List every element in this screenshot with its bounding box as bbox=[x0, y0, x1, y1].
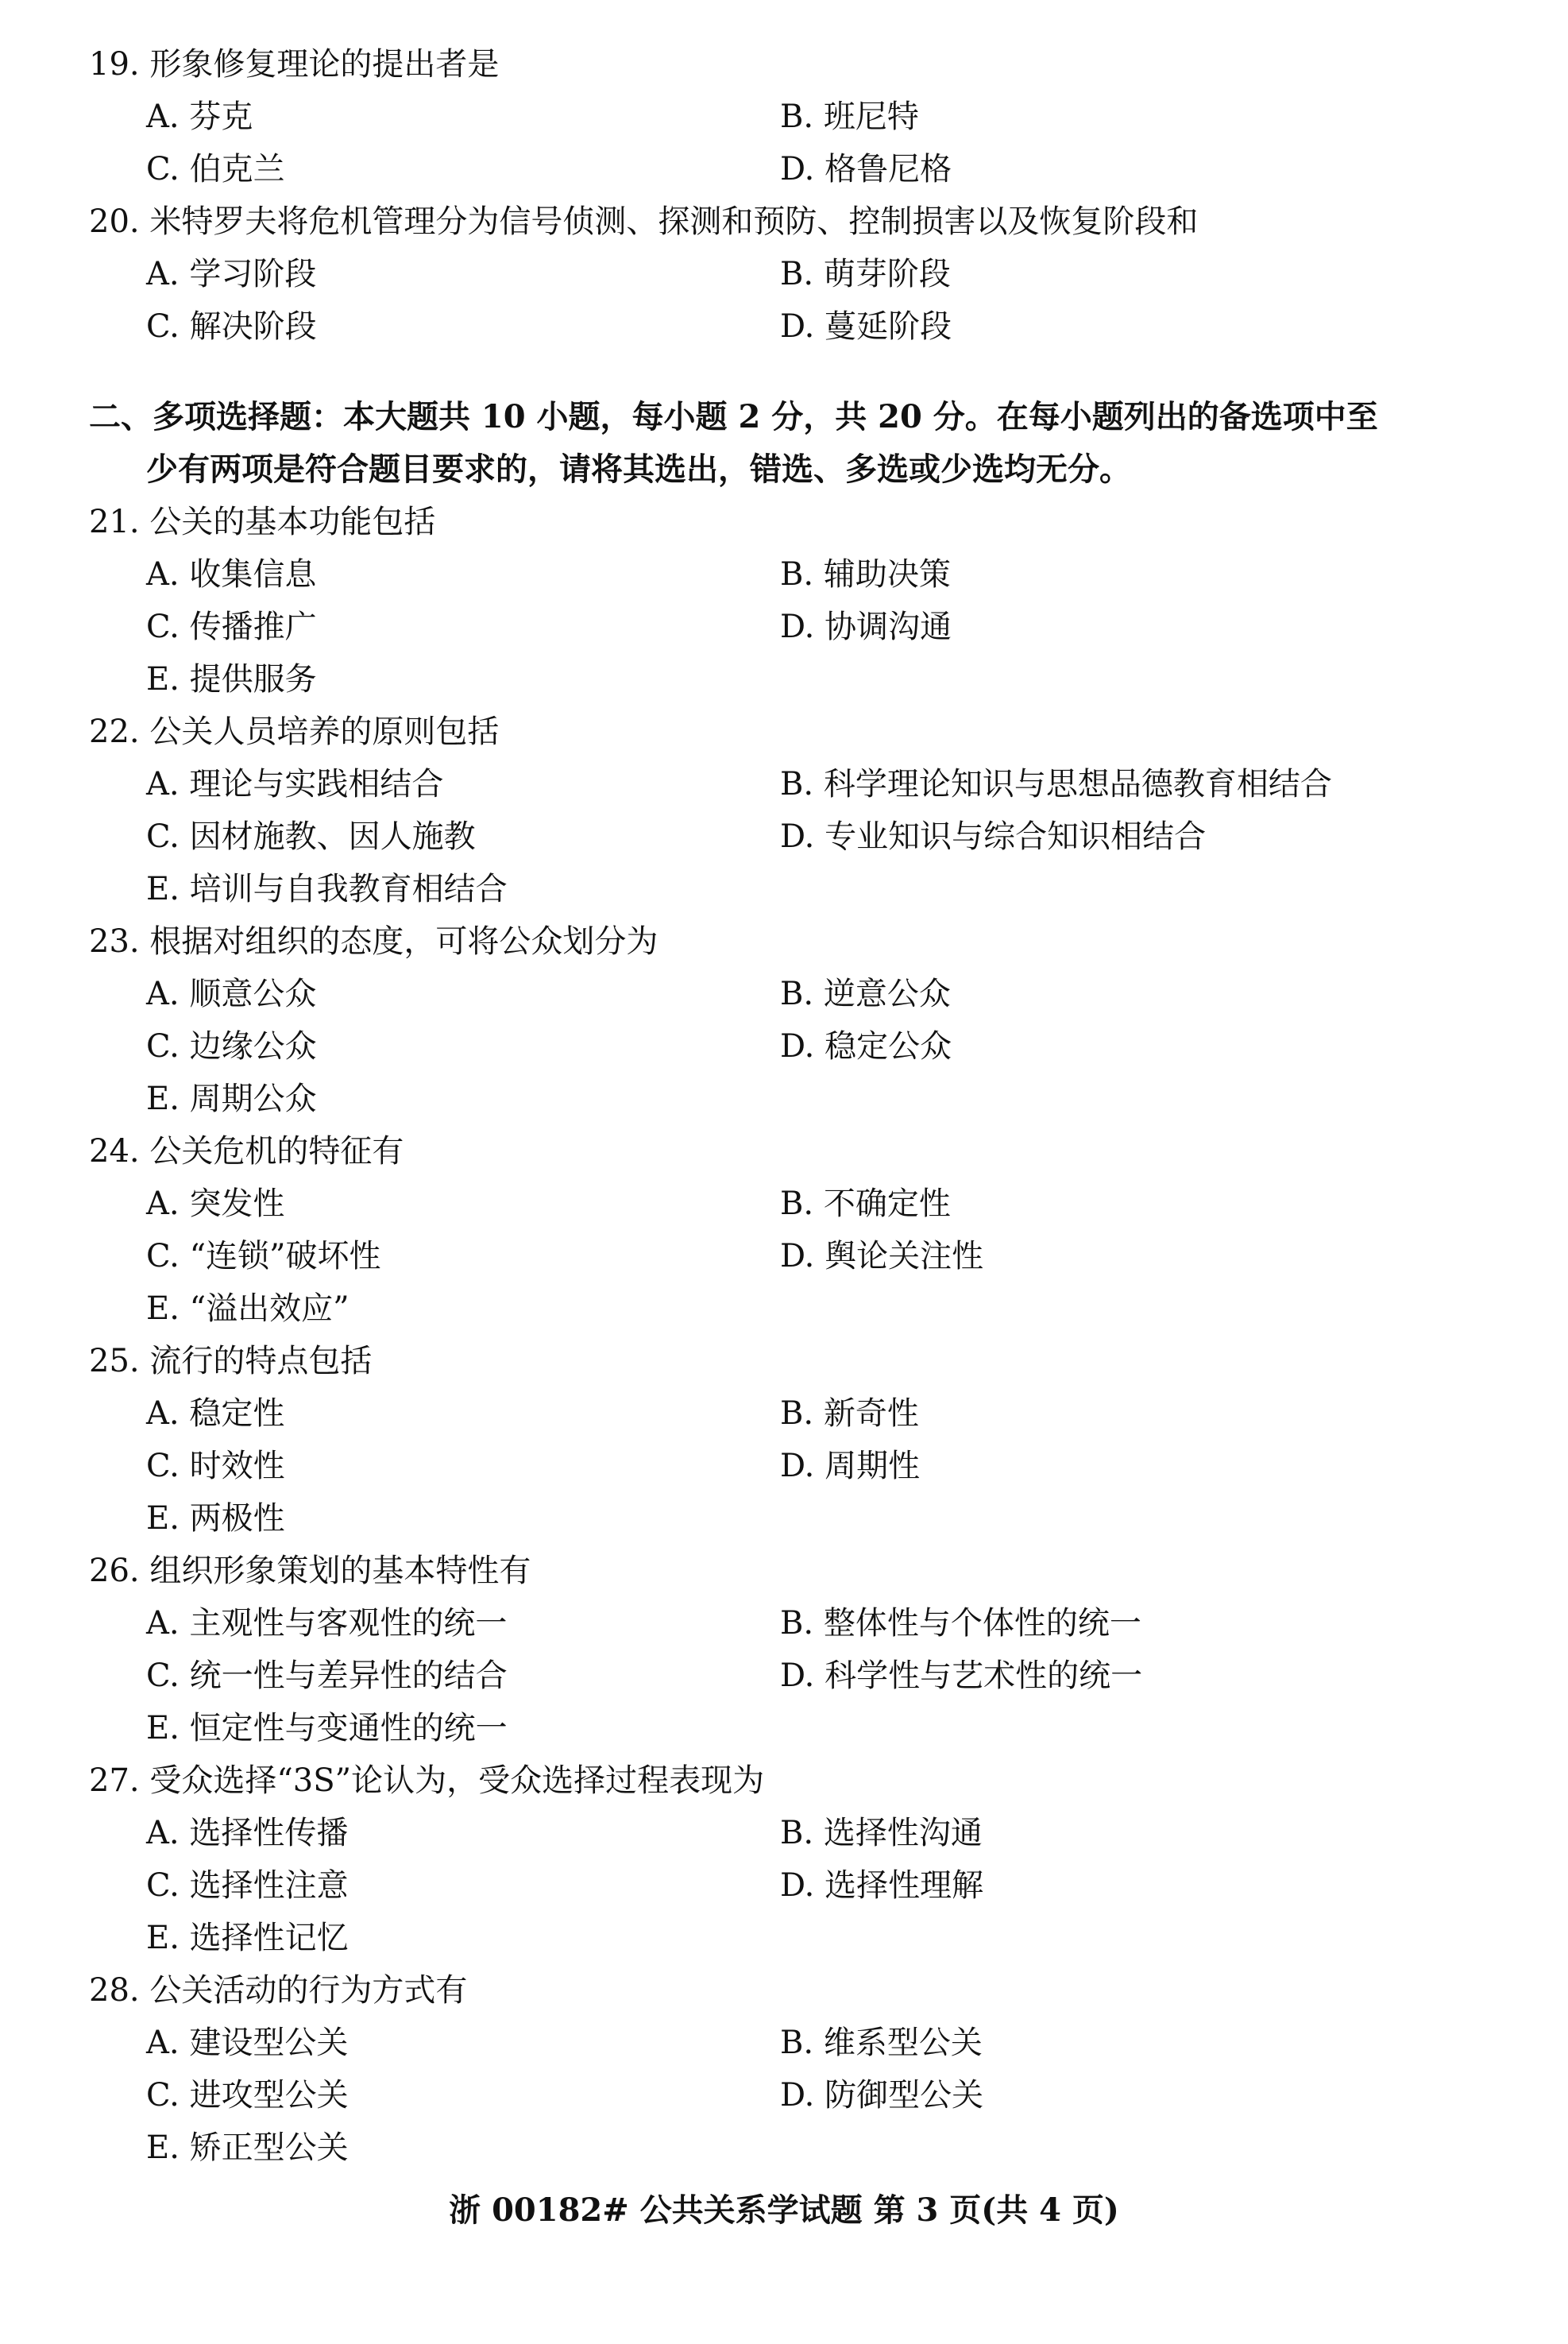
question-26-option-c: C. 统一性与差异性的结合 bbox=[146, 1657, 508, 1694]
exam-content bbox=[89, 38, 1487, 2174]
section-2-heading-continued: 少有两项是符合题目要求的，请将其选出，错选、多选或少选均无分。 bbox=[146, 451, 1131, 488]
question-23-option-e: E. 周期公众 bbox=[146, 1081, 317, 1117]
question-21-option-b: B. 辅助决策 bbox=[780, 556, 951, 593]
question-24-option-a: A. 突发性 bbox=[146, 1186, 285, 1222]
question-20-option-c: C. 解决阶段 bbox=[146, 308, 317, 345]
question-24-option-e: E. “溢出效应” bbox=[146, 1290, 350, 1327]
question-19-option-b: B. 班尼特 bbox=[780, 99, 919, 135]
question-23-stem: 23. 根据对组织的态度，可将公众划分为 bbox=[89, 923, 658, 960]
question-28-option-a: A. 建设型公关 bbox=[146, 2025, 349, 2061]
question-22-options-row-3 bbox=[89, 863, 1487, 915]
question-25-options-row-3 bbox=[89, 1492, 1487, 1545]
question-27-stem: 27. 受众选择“3S”论认为，受众选择过程表现为 bbox=[89, 1762, 765, 1799]
question-23-options-row-3 bbox=[89, 1073, 1487, 1125]
question-20-options-row-1 bbox=[89, 248, 1487, 300]
question-23-option-c: C. 边缘公众 bbox=[146, 1028, 317, 1065]
question-28-options-row-3 bbox=[89, 2122, 1487, 2174]
question-19-option-d: D. 格鲁尼格 bbox=[780, 151, 952, 188]
question-20-option-d: D. 蔓延阶段 bbox=[780, 308, 952, 345]
question-22-options-row-1 bbox=[89, 758, 1487, 810]
question-22-option-b: B. 科学理论知识与思想品德教育相结合 bbox=[780, 766, 1332, 803]
question-26-options-row-2 bbox=[89, 1650, 1487, 1702]
question-26-options-row-1 bbox=[89, 1597, 1487, 1650]
question-19-options-row-2 bbox=[89, 143, 1487, 195]
question-27-option-d: D. 选择性理解 bbox=[780, 1867, 984, 1904]
question-22-option-d: D. 专业知识与综合知识相结合 bbox=[780, 818, 1207, 855]
question-23-option-a: A. 顺意公众 bbox=[146, 976, 317, 1012]
question-22-option-c: C. 因材施教、因人施教 bbox=[146, 818, 476, 855]
question-23-options-row-2 bbox=[89, 1020, 1487, 1073]
question-25-option-d: D. 周期性 bbox=[780, 1448, 921, 1484]
question-21-stem: 21. 公关的基本功能包括 bbox=[89, 504, 436, 540]
question-28-option-b: B. 维系型公关 bbox=[780, 2025, 983, 2061]
question-24-options-row-3 bbox=[89, 1282, 1487, 1335]
question-23-option-b: B. 逆意公众 bbox=[780, 976, 951, 1012]
question-26-option-b: B. 整体性与个体性的统一 bbox=[780, 1605, 1141, 1642]
section-2-heading: 二、多项选择题：本大题共 10 小题，每小题 2 分，共 20 分。在每小题列出的备选项中至 bbox=[89, 398, 1378, 435]
question-26-option-d: D. 科学性与艺术性的统一 bbox=[780, 1657, 1143, 1694]
question-26-option-e: E. 恒定性与变通性的统一 bbox=[146, 1710, 508, 1746]
question-24-option-b: B. 不确定性 bbox=[780, 1186, 951, 1222]
section-spacer bbox=[89, 353, 1487, 391]
question-21-option-d: D. 协调沟通 bbox=[780, 609, 952, 645]
question-28-options-row-2 bbox=[89, 2069, 1487, 2122]
question-25-option-c: C. 时效性 bbox=[146, 1448, 285, 1484]
question-27-option-e: E. 选择性记忆 bbox=[146, 1920, 349, 1956]
question-28-option-c: C. 进攻型公关 bbox=[146, 2077, 349, 2114]
question-23-options-row-1 bbox=[89, 968, 1487, 1020]
question-27-option-b: B. 选择性沟通 bbox=[780, 1815, 983, 1851]
question-24-stem: 24. 公关危机的特征有 bbox=[89, 1133, 404, 1170]
question-19-option-a: A. 芬克 bbox=[146, 99, 253, 135]
question-27-options-row-3 bbox=[89, 1912, 1487, 1964]
question-21-options-row-1 bbox=[89, 548, 1487, 601]
question-24-options-row-1 bbox=[89, 1178, 1487, 1230]
question-28-options-row-1 bbox=[89, 2017, 1487, 2069]
question-19-stem: 19. 形象修复理论的提出者是 bbox=[89, 46, 500, 83]
page-footer: 浙 00182# 公共关系学试题 第 3 页(共 4 页) bbox=[449, 2191, 1119, 2229]
question-25-option-a: A. 稳定性 bbox=[146, 1395, 285, 1432]
question-27-option-a: A. 选择性传播 bbox=[146, 1815, 349, 1851]
question-20-stem: 20. 米特罗夫将危机管理分为信号侦测、探测和预防、控制损害以及恢复阶段和 bbox=[89, 203, 1199, 240]
question-25-options-row-1 bbox=[89, 1387, 1487, 1440]
question-21-options-row-3 bbox=[89, 653, 1487, 706]
question-19-options-row-1 bbox=[89, 91, 1487, 143]
question-25-options-row-2 bbox=[89, 1440, 1487, 1492]
question-26-option-a: A. 主观性与客观性的统一 bbox=[146, 1605, 508, 1642]
question-20-option-b: B. 萌芽阶段 bbox=[780, 256, 951, 292]
question-28-option-e: E. 矫正型公关 bbox=[146, 2129, 349, 2166]
question-27-option-c: C. 选择性注意 bbox=[146, 1867, 349, 1904]
question-20-option-a: A. 学习阶段 bbox=[146, 256, 317, 292]
question-25-option-e: E. 两极性 bbox=[146, 1500, 285, 1537]
question-22-stem: 22. 公关人员培养的原则包括 bbox=[89, 714, 500, 750]
question-20-options-row-2 bbox=[89, 300, 1487, 353]
question-23-option-d: D. 稳定公众 bbox=[780, 1028, 952, 1065]
question-24-option-d: D. 舆论关注性 bbox=[780, 1238, 984, 1275]
question-22-option-a: A. 理论与实践相结合 bbox=[146, 766, 444, 803]
question-26-options-row-3 bbox=[89, 1702, 1487, 1754]
question-28-stem: 28. 公关活动的行为方式有 bbox=[89, 1972, 468, 2009]
question-27-options-row-1 bbox=[89, 1807, 1487, 1859]
question-27-options-row-2 bbox=[89, 1859, 1487, 1912]
question-21-option-a: A. 收集信息 bbox=[146, 556, 317, 593]
question-22-option-e: E. 培训与自我教育相结合 bbox=[146, 871, 508, 907]
question-21-option-e: E. 提供服务 bbox=[146, 661, 317, 698]
question-28-option-d: D. 防御型公关 bbox=[780, 2077, 984, 2114]
question-26-stem: 26. 组织形象策划的基本特性有 bbox=[89, 1553, 531, 1589]
question-21-option-c: C. 传播推广 bbox=[146, 609, 317, 645]
question-24-options-row-2 bbox=[89, 1230, 1487, 1282]
question-19-option-c: C. 伯克兰 bbox=[146, 151, 285, 188]
question-22-options-row-2 bbox=[89, 810, 1487, 863]
question-24-option-c: C. “连锁”破坏性 bbox=[146, 1238, 381, 1275]
question-25-option-b: B. 新奇性 bbox=[780, 1395, 919, 1432]
question-25-stem: 25. 流行的特点包括 bbox=[89, 1343, 373, 1379]
question-21-options-row-2 bbox=[89, 601, 1487, 653]
